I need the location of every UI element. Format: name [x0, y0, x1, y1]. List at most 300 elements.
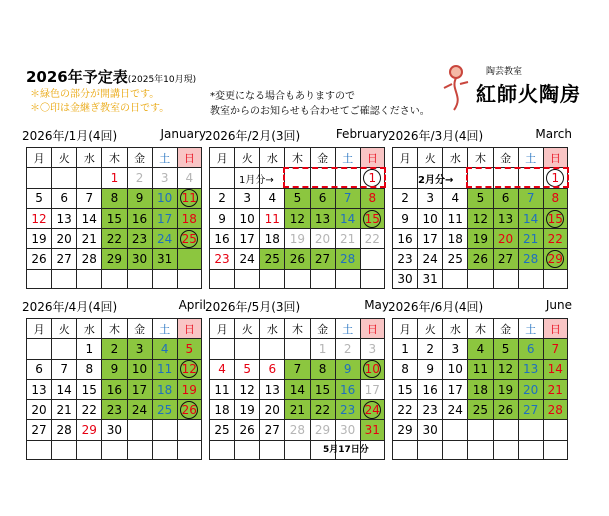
- day-cell: [417, 208, 442, 228]
- day-number: 19: [181, 382, 197, 397]
- day-number: 5: [243, 362, 251, 377]
- weekday-header: 水: [76, 147, 101, 167]
- day-cell: [234, 419, 259, 439]
- day-number: 26: [289, 252, 306, 267]
- day-number: 13: [314, 211, 331, 226]
- weekday-header: 月: [209, 147, 234, 167]
- day-cell: [335, 379, 360, 399]
- day-number: 23: [214, 252, 230, 267]
- day-cell: [152, 419, 177, 439]
- day-cell: [360, 379, 385, 399]
- day-cell: [76, 399, 101, 419]
- day-cell: [209, 359, 234, 379]
- day-cell: [335, 188, 360, 208]
- day-cell: [442, 208, 467, 228]
- weekday-header: 水: [442, 147, 467, 167]
- weekday-header: 日: [360, 318, 385, 338]
- day-cell: [493, 248, 518, 268]
- day-number: 18: [264, 231, 280, 246]
- day-number: 6: [318, 191, 327, 206]
- weekday-header: 月: [26, 147, 51, 167]
- day-cell: [177, 359, 202, 379]
- day-cell: [417, 228, 442, 248]
- day-number: 28: [56, 423, 72, 438]
- day-cell: [417, 440, 442, 460]
- day-cell: [392, 379, 417, 399]
- day-number: 21: [523, 231, 539, 246]
- weekday-header: 土: [518, 318, 543, 338]
- day-cell: [152, 440, 177, 460]
- day-number: 6: [60, 191, 68, 206]
- day-number: 3: [368, 341, 377, 356]
- day-number: 7: [293, 362, 302, 377]
- weekday-header: 火: [234, 147, 259, 167]
- day-cell: [152, 188, 177, 208]
- day-number: 4: [218, 362, 226, 377]
- day-number: 26: [31, 252, 47, 267]
- day-number: 27: [523, 402, 539, 417]
- day-cell: [259, 188, 284, 208]
- day-cell: [310, 399, 335, 419]
- day-cell: [442, 269, 467, 289]
- day-cell: [417, 269, 442, 289]
- day-cell: [493, 269, 518, 289]
- day-number: 18: [157, 382, 173, 397]
- page-title: 2026年予定表(2025年10月現): [26, 68, 197, 86]
- day-cell: [234, 399, 259, 419]
- day-cell: [310, 419, 335, 439]
- month-name: June: [545, 298, 572, 312]
- day-cell: [127, 419, 152, 439]
- day-number: 22: [81, 402, 97, 417]
- day-cell: [467, 359, 492, 379]
- day-cell: [360, 269, 385, 289]
- day-number: 26: [497, 402, 514, 417]
- weekday-header: 土: [152, 147, 177, 167]
- day-number: 27: [497, 252, 514, 267]
- day-cell: [177, 208, 202, 228]
- day-number: 16: [397, 231, 413, 246]
- month-name: January: [160, 127, 206, 141]
- day-number: 15: [81, 382, 97, 397]
- day-number: 31: [422, 271, 438, 286]
- day-cell: [234, 440, 259, 460]
- day-number: 10: [447, 362, 463, 377]
- day-number: 29: [81, 423, 97, 438]
- day-cell: [518, 440, 543, 460]
- day-number: 14: [56, 382, 72, 397]
- day-cell: [335, 359, 360, 379]
- day-cell: [335, 248, 360, 268]
- day-number: 18: [447, 231, 463, 246]
- day-cell: [442, 228, 467, 248]
- day-cell: [442, 419, 467, 439]
- day-number: 6: [268, 362, 277, 377]
- day-number: 9: [401, 211, 409, 226]
- day-cell: [101, 399, 126, 419]
- day-cell: [26, 188, 51, 208]
- day-number: 28: [289, 423, 306, 438]
- day-number: 24: [239, 252, 255, 267]
- day-cell: [101, 440, 126, 460]
- day-cell: [543, 440, 568, 460]
- day-number: 15: [547, 211, 563, 226]
- day-number: 8: [318, 362, 327, 377]
- month-calendar: [22, 298, 206, 438]
- day-cell: [26, 167, 51, 187]
- day-cell: [152, 248, 177, 268]
- day-number: 15: [106, 211, 123, 226]
- day-cell: [417, 359, 442, 379]
- day-cell: [51, 338, 76, 358]
- month-name: March: [535, 127, 572, 141]
- day-cell: [127, 208, 152, 228]
- day-number: 10: [131, 362, 148, 377]
- day-cell: [360, 228, 385, 248]
- day-cell: [259, 248, 284, 268]
- day-number: 9: [218, 211, 226, 226]
- day-number: 12: [289, 211, 306, 226]
- day-number: 9: [110, 362, 119, 377]
- day-cell: [101, 167, 126, 187]
- day-cell: [101, 338, 126, 358]
- day-number: 6: [501, 191, 510, 206]
- day-number: 5: [35, 191, 43, 206]
- day-cell: [51, 399, 76, 419]
- day-cell: [259, 228, 284, 248]
- day-number: 12: [497, 362, 514, 377]
- month-calendar: [205, 127, 389, 267]
- day-cell: [51, 269, 76, 289]
- weekday-header: 金: [127, 318, 152, 338]
- day-number: 9: [135, 191, 144, 206]
- day-number: 2: [401, 191, 409, 206]
- day-number: 9: [343, 362, 352, 377]
- day-cell: [152, 228, 177, 248]
- day-number: 6: [526, 341, 535, 356]
- weekday-header: 火: [51, 147, 76, 167]
- day-cell: [76, 379, 101, 399]
- day-cell: [467, 440, 492, 460]
- weekday-header: 水: [442, 318, 467, 338]
- day-number: 12: [31, 211, 47, 226]
- day-cell: [152, 269, 177, 289]
- kintsugi-circle-icon: [546, 210, 564, 228]
- day-number: 6: [35, 362, 43, 377]
- day-number: 2: [135, 170, 144, 185]
- day-number: 22: [364, 231, 380, 246]
- day-cell: [209, 188, 234, 208]
- day-number: 27: [31, 423, 47, 438]
- day-number: 18: [214, 402, 230, 417]
- day-number: 30: [131, 252, 148, 267]
- day-number: 16: [340, 382, 356, 397]
- day-cell: [493, 399, 518, 419]
- day-cell: [177, 379, 202, 399]
- day-number: 17: [157, 211, 173, 226]
- day-cell: [76, 167, 101, 187]
- day-number: 10: [157, 191, 173, 206]
- month-calendar: [22, 127, 206, 267]
- weekday-header: 火: [417, 147, 442, 167]
- day-cell: [442, 359, 467, 379]
- day-cell: [209, 379, 234, 399]
- day-cell: [493, 419, 518, 439]
- day-cell: [177, 248, 202, 268]
- day-cell: [76, 208, 101, 228]
- day-cell: [310, 208, 335, 228]
- day-cell: [392, 248, 417, 268]
- day-number: 5: [293, 191, 302, 206]
- day-cell: [26, 419, 51, 439]
- day-number: 3: [135, 341, 144, 356]
- day-cell: [392, 359, 417, 379]
- day-cell: [209, 269, 234, 289]
- day-number: 16: [422, 382, 438, 397]
- day-number: 19: [239, 402, 255, 417]
- day-cell: [76, 269, 101, 289]
- weekday-header: 木: [101, 147, 126, 167]
- day-cell: [76, 228, 101, 248]
- day-number: 11: [157, 362, 173, 377]
- day-cell: [284, 228, 309, 248]
- day-cell: [392, 440, 417, 460]
- day-cell: [177, 188, 202, 208]
- month-label: 2026年/5月(3回): [205, 300, 301, 314]
- day-number: 14: [81, 211, 97, 226]
- day-number: 30: [340, 423, 356, 438]
- day-cell: [543, 399, 568, 419]
- weekday-header: 火: [417, 318, 442, 338]
- makeup-note: 2月分→: [418, 175, 454, 186]
- check-notice: 教室からのお知らせも合わせてご確認ください。: [210, 106, 430, 117]
- day-cell: [209, 248, 234, 268]
- makeup-highlight: [466, 167, 569, 188]
- day-cell: [234, 208, 259, 228]
- weekday-header: 水: [259, 318, 284, 338]
- day-cell: [51, 208, 76, 228]
- day-cell: [518, 419, 543, 439]
- day-number: 30: [397, 271, 413, 286]
- day-cell: [127, 269, 152, 289]
- day-cell: [518, 188, 543, 208]
- weekday-header: 月: [209, 318, 234, 338]
- day-cell: [310, 228, 335, 248]
- day-cell: [417, 338, 442, 358]
- day-number: 4: [185, 170, 194, 185]
- day-cell: [76, 188, 101, 208]
- day-number: 10: [422, 211, 438, 226]
- weekday-header: 月: [392, 147, 417, 167]
- day-cell: [442, 379, 467, 399]
- day-cell: [101, 248, 126, 268]
- day-cell: [51, 228, 76, 248]
- month-calendar: [388, 298, 572, 438]
- day-number: 5: [501, 341, 510, 356]
- day-number: 28: [81, 252, 97, 267]
- day-cell: [543, 188, 568, 208]
- day-number: 2: [343, 341, 352, 356]
- day-cell: [127, 440, 152, 460]
- day-cell: [284, 338, 309, 358]
- day-cell: [76, 419, 101, 439]
- day-number: 25: [472, 402, 489, 417]
- day-cell: [392, 208, 417, 228]
- day-number: 12: [239, 382, 255, 397]
- may-note: 5月17日分: [323, 445, 369, 455]
- day-number: 7: [551, 341, 560, 356]
- day-number: 13: [264, 382, 280, 397]
- day-number: 1: [85, 341, 94, 356]
- day-cell: [335, 228, 360, 248]
- day-cell: [51, 167, 76, 187]
- day-cell: [417, 419, 442, 439]
- day-cell: [417, 188, 442, 208]
- day-cell: [259, 269, 284, 289]
- day-cell: [76, 338, 101, 358]
- day-number: 26: [181, 402, 197, 417]
- day-cell: [234, 338, 259, 358]
- day-cell: [284, 359, 309, 379]
- day-number: 2: [110, 341, 119, 356]
- day-cell: [101, 419, 126, 439]
- day-cell: [51, 379, 76, 399]
- kintsugi-circle-icon: [363, 210, 381, 228]
- weekday-header: 金: [493, 318, 518, 338]
- day-number: 24: [364, 402, 380, 417]
- day-cell: [101, 359, 126, 379]
- day-cell: [26, 379, 51, 399]
- weekday-header: 火: [51, 318, 76, 338]
- day-cell: [26, 269, 51, 289]
- day-cell: [209, 419, 234, 439]
- day-cell: [127, 248, 152, 268]
- day-cell: [392, 419, 417, 439]
- weekday-header: 木: [467, 147, 492, 167]
- day-cell: [543, 208, 568, 228]
- day-cell: [177, 167, 202, 187]
- day-cell: [493, 379, 518, 399]
- day-cell: [259, 399, 284, 419]
- day-cell: [234, 188, 259, 208]
- day-cell: [209, 228, 234, 248]
- day-number: 12: [472, 211, 489, 226]
- day-number: 14: [547, 362, 563, 377]
- day-number: 19: [472, 231, 489, 246]
- day-cell: [209, 167, 234, 187]
- day-cell: [543, 419, 568, 439]
- day-cell: [51, 188, 76, 208]
- day-cell: [335, 208, 360, 228]
- day-number: 30: [106, 423, 123, 438]
- day-number: 5: [185, 341, 194, 356]
- day-number: 18: [472, 382, 489, 397]
- day-cell: [284, 269, 309, 289]
- day-number: 11: [214, 382, 230, 397]
- day-number: 20: [264, 402, 280, 417]
- day-cell: [310, 188, 335, 208]
- month-calendar: [205, 298, 389, 438]
- day-cell: [417, 379, 442, 399]
- day-number: 20: [497, 231, 514, 246]
- day-number: 21: [289, 402, 306, 417]
- day-cell: [335, 338, 360, 358]
- day-cell: [234, 228, 259, 248]
- month-label: 2026年/2月(3回): [205, 129, 301, 143]
- day-cell: [127, 359, 152, 379]
- weekday-header: 金: [493, 147, 518, 167]
- day-cell: [234, 359, 259, 379]
- month-label: 2026年/6月(4回): [388, 300, 484, 314]
- day-number: 11: [447, 211, 463, 226]
- day-cell: [392, 338, 417, 358]
- day-number: 31: [364, 423, 380, 438]
- day-cell: [467, 338, 492, 358]
- day-cell: [209, 399, 234, 419]
- day-cell: [543, 379, 568, 399]
- day-cell: [467, 399, 492, 419]
- day-number: 17: [447, 382, 463, 397]
- day-number: 14: [289, 382, 306, 397]
- day-cell: [360, 338, 385, 358]
- month-label: 2026年/4月(4回): [22, 300, 118, 314]
- day-cell: [417, 399, 442, 419]
- day-cell: [442, 399, 467, 419]
- day-number: 25: [447, 252, 463, 267]
- weekday-header: 水: [76, 318, 101, 338]
- day-number: 13: [497, 211, 514, 226]
- day-number: 1: [401, 341, 409, 356]
- day-number: 21: [56, 402, 72, 417]
- day-number: 20: [314, 231, 331, 246]
- day-cell: [284, 379, 309, 399]
- day-cell: [209, 338, 234, 358]
- day-number: 15: [397, 382, 413, 397]
- day-cell: [493, 188, 518, 208]
- day-number: 23: [106, 402, 123, 417]
- day-cell: [392, 399, 417, 419]
- day-cell: [26, 338, 51, 358]
- day-number: 5: [476, 191, 485, 206]
- day-cell: [543, 269, 568, 289]
- day-number: 20: [56, 231, 72, 246]
- day-cell: [417, 248, 442, 268]
- day-cell: [76, 248, 101, 268]
- day-cell: [101, 208, 126, 228]
- day-cell: [284, 188, 309, 208]
- day-number: 30: [422, 423, 438, 438]
- day-cell: [26, 359, 51, 379]
- month-label: 2026年/3月(4回): [388, 129, 484, 143]
- day-cell: [26, 399, 51, 419]
- day-number: 11: [181, 191, 197, 206]
- day-cell: [360, 359, 385, 379]
- day-cell: [177, 269, 202, 289]
- day-number: 27: [56, 252, 72, 267]
- day-cell: [209, 208, 234, 228]
- day-cell: [259, 338, 284, 358]
- day-number: 1: [110, 170, 119, 185]
- day-number: 19: [289, 231, 306, 246]
- day-cell: [259, 359, 284, 379]
- day-cell: [467, 228, 492, 248]
- day-number: 3: [451, 341, 460, 356]
- day-cell: [543, 338, 568, 358]
- day-cell: [467, 188, 492, 208]
- day-cell: [518, 338, 543, 358]
- month-calendar: [388, 127, 572, 286]
- weekday-header: 土: [152, 318, 177, 338]
